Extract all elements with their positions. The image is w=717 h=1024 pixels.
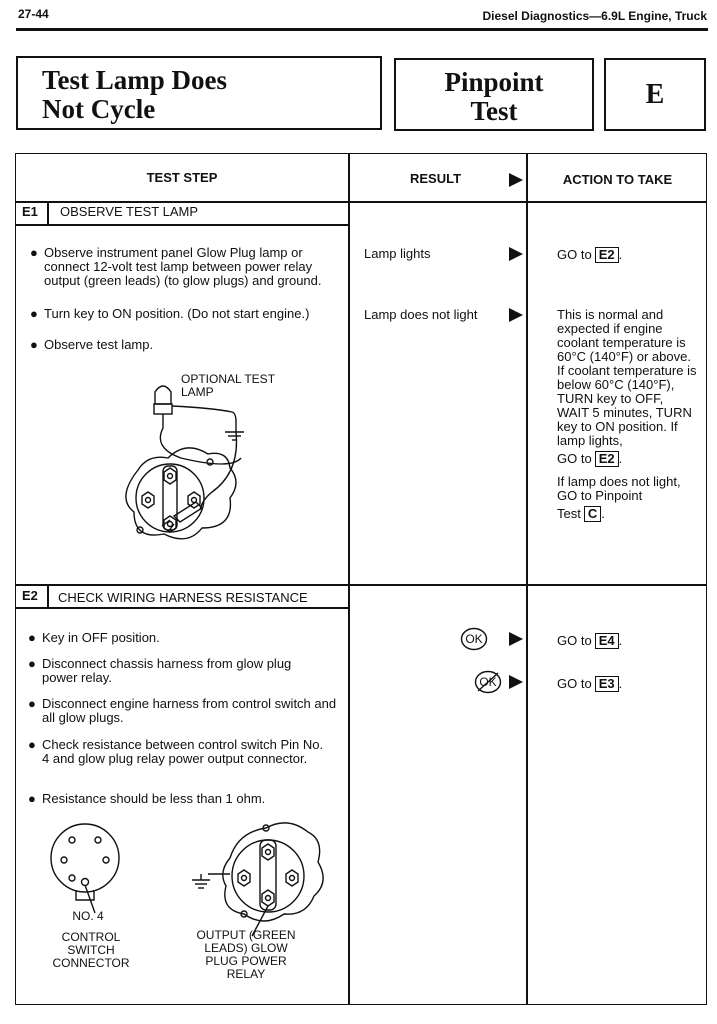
bullet-dot: ●	[28, 656, 36, 671]
goto-step-e4-ref[interactable]: E4	[595, 633, 619, 649]
e2-action-ok: GO to E4 .	[557, 633, 623, 648]
connector-label: CONTROL SWITCH CONNECTOR	[52, 930, 130, 970]
col-header-result: RESULT	[410, 171, 462, 186]
goto-step-e2-ref[interactable]: E2	[595, 247, 619, 263]
relay-output-label: OUTPUT (GREEN LEADS) GLOW PLUG POWER RELAY	[196, 928, 296, 981]
e2-bullet-4: ● Check resistance between control switch Pin No. 4 and glow plug relay power output connector.	[28, 737, 324, 766]
e2-title-rule	[15, 607, 349, 609]
e1-id-divider	[47, 201, 49, 224]
test-title-line2: Not Cycle	[42, 94, 156, 124]
bullet-dot: ●	[28, 630, 36, 645]
bullet-dot: ●	[30, 245, 38, 260]
e2-step-id: E2	[22, 588, 38, 603]
e1-result-2-arrow-icon	[509, 308, 523, 322]
e1-result-2: Lamp does not light	[364, 307, 478, 322]
e2-bullet-3: ● Disconnect engine harness from control switch and all glow plugs.	[28, 696, 337, 725]
bullet-dot: ●	[30, 306, 38, 321]
e1-figure-label: OPTIONAL TEST LAMP	[181, 372, 275, 399]
e1-relay-test-lamp-illustration	[110, 370, 350, 570]
section-title: Diesel Diagnostics—6.9L Engine, Truck	[482, 9, 707, 23]
goto-step-e2-ref[interactable]: E2	[595, 451, 619, 467]
test-title-line1: Test Lamp Does	[42, 65, 228, 95]
goto-step-e3-ref[interactable]: E3	[595, 676, 619, 692]
result-not-ok-text: OK	[479, 675, 497, 689]
bullet-dot: ●	[28, 696, 36, 711]
e1-bullet-2: ● Turn key to ON position. (Do not start engine.)	[30, 306, 310, 321]
e2-id-divider	[47, 584, 49, 607]
connector-pin-label: NO. 4	[72, 909, 104, 923]
goto-pinpoint-test-c-ref[interactable]: C	[584, 506, 601, 522]
e1-bullet-1: ● Observe instrument panel Glow Plug lamp or connect 12-volt test lamp between power relay output (green leads) (to glow plugs) and ground.	[30, 245, 322, 288]
result-ok-text: OK	[465, 632, 483, 646]
divider-step-result	[348, 153, 350, 1005]
divider-result-action	[526, 153, 528, 1005]
test-letter-box	[604, 58, 706, 131]
header-row-rule	[15, 201, 707, 203]
step-separator-rule	[15, 584, 707, 586]
e1-action-1: GO to E2 .	[557, 247, 623, 262]
test-title-box	[16, 56, 382, 130]
result-not-ok-icon	[474, 670, 502, 694]
e1-result-1: Lamp lights	[364, 246, 431, 261]
bullet-dot: ●	[28, 737, 36, 752]
bullet-dot: ●	[30, 337, 38, 352]
pinpoint-line2: Test	[470, 96, 518, 126]
e1-result-1-arrow-icon	[509, 247, 523, 261]
header-rule	[16, 28, 708, 31]
pinpoint-line1: Pinpoint	[444, 67, 544, 97]
glow-plug-power-relay-illustration	[186, 818, 336, 938]
pinpoint-box	[394, 58, 594, 131]
col-header-test-step: TEST STEP	[146, 170, 218, 185]
col-header-arrow-icon	[509, 173, 523, 187]
e2-step-title: CHECK WIRING HARNESS RESISTANCE	[58, 590, 308, 605]
e1-step-id: E1	[22, 204, 38, 219]
page-number: 27-44	[18, 7, 49, 21]
e2-result-ok-arrow-icon	[509, 632, 523, 646]
e1-step-title: OBSERVE TEST LAMP	[60, 204, 198, 219]
e1-title-rule	[15, 224, 349, 226]
e1-bullet-3: ● Observe test lamp.	[30, 337, 154, 352]
col-header-action: ACTION TO TAKE	[562, 172, 673, 187]
e2-bullet-1: ● Key in OFF position.	[28, 630, 160, 645]
result-ok-icon	[460, 627, 488, 651]
e1-action-2: This is normal and expected if engine coolant temperature is 60°C (140°F) or above. If coolant temperature is below 60°C (140°F), TURN key to OFF, WAIT 5 minutes, TURN key to ON position. If lamp lights, GO to E2 . If lamp does not light, GO to Pinpoint Test C .	[557, 307, 697, 521]
e2-bullet-5: ● Resistance should be less than 1 ohm.	[28, 791, 266, 806]
bullet-dot: ●	[28, 791, 36, 806]
e2-result-not-ok-arrow-icon	[509, 675, 523, 689]
e2-bullet-2: ● Disconnect chassis harness from glow plug power relay.	[28, 656, 292, 685]
control-switch-connector-illustration	[40, 818, 140, 918]
test-letter: E	[645, 78, 665, 110]
e2-action-not-ok: GO to E3 .	[557, 676, 623, 691]
